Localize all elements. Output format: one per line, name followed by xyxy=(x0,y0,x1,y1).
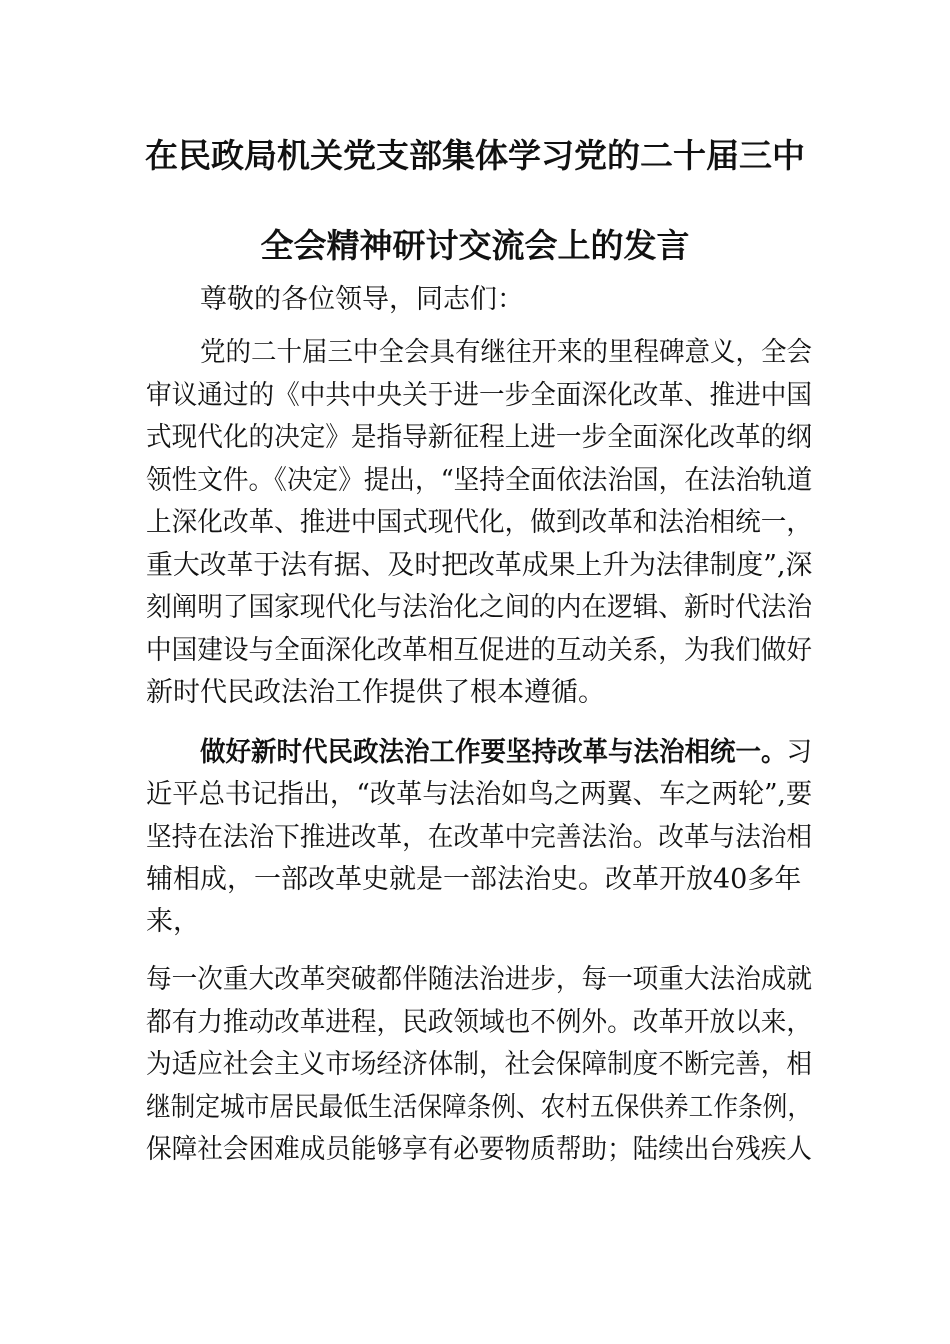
paragraph-line: 每一次重大改革突破都伴随法治进步，每一项重大法治成就 xyxy=(146,964,812,995)
paragraph-line: 刻阐明了国家现代化与法治化之间的内在逻辑、新时代法治 xyxy=(146,592,812,623)
paragraph-heading-tail: 习 xyxy=(786,737,812,768)
paragraph-line: 党的二十届三中全会具有继往开来的里程碑意义，全会 xyxy=(200,337,812,368)
salutation: 尊敬的各位领导，同志们： xyxy=(200,284,524,315)
paragraph-line: 中国建设与全面深化改革相互促进的互动关系，为我们做好 xyxy=(146,635,812,666)
paragraph-line: 都有力推动改革进程，民政领域也不例外。改革开放以来， xyxy=(146,1007,812,1038)
paragraph-line: 为适应社会主义市场经济体制，社会保障制度不断完善，相 xyxy=(146,1049,812,1080)
document-title-line-1: 在民政局机关党支部集体学习党的二十届三中 xyxy=(145,136,805,175)
paragraph-line: 来， xyxy=(146,906,200,937)
paragraph-line: 继制定城市居民最低生活保障条例、农村五保供养工作条例， xyxy=(146,1092,813,1123)
paragraph-line: 坚持在法治下推进改革，在改革中完善法治。改革与法治相 xyxy=(146,822,812,853)
paragraph-line: 重大改革于法有据、及时把改革成果上升为法律制度”,深 xyxy=(146,550,813,581)
paragraph-line: 式现代化的决定》是指导新征程上进一步全面深化改革的纲 xyxy=(146,422,812,453)
paragraph-line: 上深化改革、推进中国式现代化，做到改革和法治相统一， xyxy=(146,507,812,538)
paragraph-line: 近平总书记指出，“改革与法治如鸟之两翼、车之两轮”,要 xyxy=(146,779,813,810)
document-title-line-2: 全会精神研讨交流会上的发言 xyxy=(260,226,690,265)
paragraph-heading-line xyxy=(200,736,812,770)
paragraph-heading: 做好新时代民政法治工作要坚持改革与法治相统一。 xyxy=(200,737,787,768)
paragraph-line: 领性文件。《决定》提出，“坚持全面依法治国，在法治轨道 xyxy=(146,465,813,496)
paragraph-line: 审议通过的《中共中央关于进一步全面深化改革、推进中国 xyxy=(146,380,812,411)
paragraph-line: 新时代民政法治工作提供了根本遵循。 xyxy=(146,677,605,708)
paragraph-line: 保障社会困难成员能够享有必要物质帮助；陆续出台残疾人 xyxy=(146,1134,812,1165)
paragraph-line: 辅相成，一部改革史就是一部法治史。改革开放40多年 xyxy=(146,864,802,895)
